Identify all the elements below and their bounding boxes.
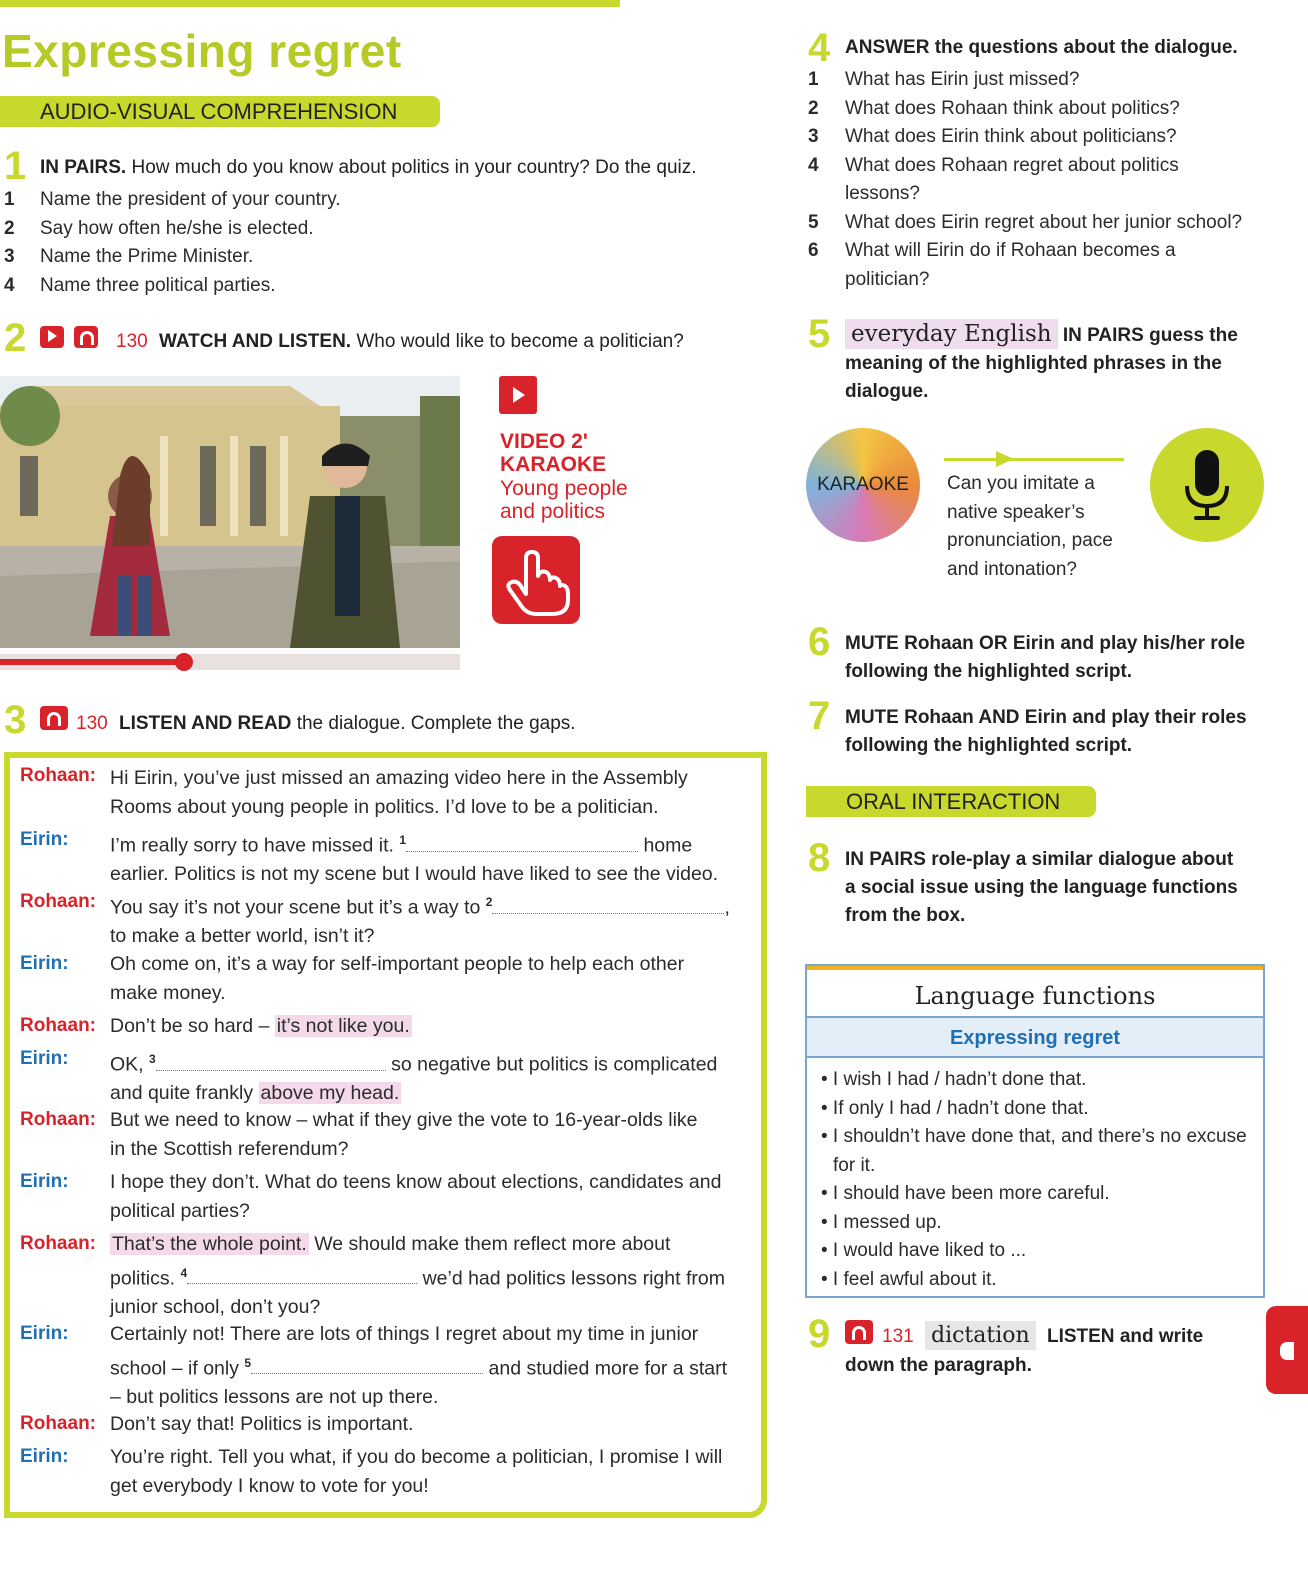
dialogue-line xyxy=(110,1168,750,1225)
list-number: 3 xyxy=(4,246,15,267)
dialogue-text: politics. $^4$ we’d had politics lessons right from xyxy=(110,1265,725,1289)
video-play-button[interactable] xyxy=(499,376,537,414)
page-title: Expressing regret xyxy=(2,25,402,77)
exercise-6-number: 6 xyxy=(808,620,831,664)
tap-button[interactable] xyxy=(492,536,580,624)
video-title-line-1: Young people xyxy=(500,477,628,500)
section-audio-visual: AUDIO-VISUAL COMPREHENSION xyxy=(0,96,440,127)
exercise-3-lead: LISTEN AND READ xyxy=(118,713,292,734)
dialogue-line xyxy=(110,1410,750,1439)
dialogue-text: Don’t be so hard – it’s not like you. xyxy=(110,1015,410,1037)
exercise-9-number: 9 xyxy=(808,1312,831,1356)
exercise-8-instruction: IN PAIRS role-play a similar dialogue about a social issue using the language functions from the box. xyxy=(845,849,1238,926)
exercise-2-number: 2 xyxy=(4,316,27,360)
exercise-3-number: 3 xyxy=(4,698,27,742)
audio-headphones-icon[interactable] xyxy=(845,1320,873,1349)
dialogue-text: I’m really sorry to have missed it. $^1$ home xyxy=(110,833,693,857)
dialogue-line xyxy=(110,826,750,889)
video-karaoke-label: KARAOKE xyxy=(500,453,607,476)
gap-number: 5 xyxy=(244,1355,252,1370)
speaker-rohaan: Rohaan: xyxy=(20,1015,96,1036)
exercise-1-lead: IN PAIRS. xyxy=(40,157,127,178)
exercise-4-instruction xyxy=(845,34,1285,62)
gap-blank-3[interactable] xyxy=(156,1053,386,1071)
exercise-9-instruction: 131 dictation LISTEN and write xyxy=(882,1323,1204,1348)
dialogue-text: and quite frankly above my head. xyxy=(110,1082,400,1104)
dialogue-text: earlier. Politics is not my scene but I would have liked to see the video. xyxy=(110,863,719,885)
exercise-1-number: 1 xyxy=(4,144,27,188)
play-icon xyxy=(513,387,525,403)
list-item: Say how often he/she is elected. xyxy=(40,217,314,239)
dictation-tag: dictation xyxy=(925,1321,1036,1350)
speaker-eirin: Eirin: xyxy=(20,953,69,974)
exercise-4-lead: ANSWER xyxy=(845,37,930,58)
dialogue-text: junior school, don’t you? xyxy=(110,1295,321,1318)
gap-blank-2[interactable] xyxy=(492,896,724,914)
speaker-rohaan: Rohaan: xyxy=(20,891,96,912)
highlighted-phrase: it’s not like you. xyxy=(276,1015,410,1037)
exercise-3-text: the dialogue. Complete the gaps. xyxy=(296,713,576,734)
top-accent-bar xyxy=(0,0,620,7)
list-item: Name the president of your country. xyxy=(40,189,341,210)
exercise-5-text: dialogue. xyxy=(845,381,929,402)
dialogue-text: That’s the whole point. We should make them reflect more about xyxy=(112,1233,671,1255)
tab-notch-icon xyxy=(1280,1342,1294,1360)
dialogue-text: – but politics lessons are not up there. xyxy=(110,1385,439,1408)
video-title-line-2: and politics xyxy=(500,500,606,523)
hand-pointer-icon xyxy=(492,536,580,624)
dialogue-text: Certainly not! There are lots of things I regret about my time in junior xyxy=(110,1323,699,1345)
gap-number: 2 xyxy=(485,895,493,909)
list-item: What does Eirin think about politicians? xyxy=(845,126,1177,147)
list-number: 4 xyxy=(4,274,15,296)
dialogue-text: Oh come on, it’s a way for self-important people to help each other xyxy=(110,953,685,975)
everyday-english-tag: everyday English xyxy=(845,319,1058,349)
section-oral-interaction: ORAL INTERACTION xyxy=(806,786,1096,817)
track-number: 130 xyxy=(76,713,108,734)
exercise-6-instruction: MUTE Rohaan OR Eirin and play his/her role following the highlighted script. xyxy=(845,633,1246,682)
track-number: 130 xyxy=(116,331,148,352)
dialogue-text: get everybody I know to vote for you! xyxy=(110,1474,429,1497)
microphone-button[interactable] xyxy=(1150,428,1264,542)
dialogue-text: school – if only $^5$ and studied more for a start xyxy=(110,1355,727,1379)
list-item-continued: lessons? xyxy=(845,183,920,204)
list-number: 5 xyxy=(808,211,819,233)
speaker-rohaan: Rohaan: xyxy=(20,1413,96,1434)
dialogue-text: make money. xyxy=(110,981,226,1004)
dialogue-line xyxy=(110,888,750,951)
video-progress-knob[interactable] xyxy=(175,653,193,671)
dialogue-line xyxy=(110,1320,750,1411)
karaoke-arrow-line xyxy=(944,458,1124,461)
language-functions-box xyxy=(805,964,1265,1298)
exercise-3-instruction xyxy=(76,710,776,738)
exercise-7-number: 7 xyxy=(808,694,831,738)
speaker-rohaan: Rohaan: xyxy=(20,1233,96,1254)
language-functions-list xyxy=(821,1066,1251,1294)
exercise-7-instruction: MUTE Rohaan AND Eirin and play their roles following the highlighted script. xyxy=(845,707,1247,756)
gap-blank-5[interactable] xyxy=(251,1356,483,1374)
list-number: 1 xyxy=(808,69,819,90)
speaker-rohaan: Rohaan: xyxy=(20,765,96,786)
exercise-9-text: down the paragraph. xyxy=(845,1355,1032,1376)
video-scene-illustration xyxy=(0,376,460,648)
video-progress-fill xyxy=(0,659,184,665)
karaoke-arrow-icon xyxy=(996,451,1014,467)
list-item: What has Eirin just missed? xyxy=(845,69,1080,90)
dialogue-line xyxy=(110,764,750,821)
list-item: • I would have liked to ... xyxy=(821,1240,1027,1261)
dialogue-text: Hi Eirin, you’ve just missed an amazing video here in the Assembly xyxy=(110,767,688,789)
language-functions-title: Language functions xyxy=(807,966,1263,1018)
exercise-1-list xyxy=(4,186,764,306)
dialogue-line xyxy=(110,950,750,1007)
speaker-eirin: Eirin: xyxy=(20,1171,69,1192)
list-item: What does Eirin regret about her junior school? xyxy=(845,211,1243,233)
list-item: Name the Prime Minister. xyxy=(40,246,254,267)
video-still[interactable] xyxy=(0,376,460,648)
list-number: 2 xyxy=(4,217,15,239)
dialogue-text: Don’t say that! Politics is important. xyxy=(110,1413,414,1435)
list-item: • I shouldn’t have done that, and there’s no excuse for it. xyxy=(821,1126,1247,1176)
list-item: • If only I had / hadn’t done that. xyxy=(821,1097,1089,1119)
exercise-5-lead: IN PAIRS xyxy=(1062,325,1144,346)
microphone-icon xyxy=(1150,428,1264,542)
list-item: What will Eirin do if Rohaan becomes a xyxy=(845,240,1176,261)
dialogue-line xyxy=(110,1012,750,1041)
exercise-4-list xyxy=(808,66,1278,296)
dialogue-line xyxy=(110,1443,750,1500)
dialogue-text: But we need to know – what if they give the vote to 16-year-olds like xyxy=(110,1109,698,1131)
dialogue-text: You’re right. Tell you what, if you do become a politician, I promise I will xyxy=(110,1446,723,1468)
audio-headphones-icon[interactable] xyxy=(74,326,98,353)
dialogue-text: I hope they don’t. What do teens know about elections, candidates and xyxy=(110,1171,722,1193)
exercise-2-text: Who would like to become a politician? xyxy=(356,331,684,352)
dialogue-line xyxy=(110,1045,750,1108)
audio-headphones-icon[interactable] xyxy=(40,706,68,735)
list-item: • I wish I had / hadn’t done that. xyxy=(821,1069,1087,1090)
dialogue-text: in the Scottish referendum? xyxy=(110,1137,349,1160)
list-item: • I feel awful about it. xyxy=(821,1268,997,1290)
karaoke-badge[interactable] xyxy=(806,428,920,542)
list-item: • I should have been more careful. xyxy=(821,1183,1110,1204)
dialogue-text: You say it’s not your scene but it’s a way to $^2$ , xyxy=(110,895,730,919)
list-item: What does Rohaan think about politics? xyxy=(845,97,1180,119)
exercise-5-number: 5 xyxy=(808,312,831,356)
track-number: 131 xyxy=(882,1326,914,1347)
speaker-eirin: Eirin: xyxy=(20,1323,69,1344)
gap-number: 3 xyxy=(149,1052,156,1066)
exercise-2-instruction xyxy=(116,328,776,356)
gap-number: 4 xyxy=(180,1265,188,1280)
language-functions-subtitle: Expressing regret xyxy=(807,1018,1263,1058)
exercise-1-instruction xyxy=(40,154,780,182)
gap-number: 1 xyxy=(399,833,407,847)
dialogue-text: Rooms about young people in politics. I’d love to be a politician. xyxy=(110,795,659,818)
speaker-eirin: Eirin: xyxy=(20,1048,69,1069)
dialogue-line xyxy=(110,1230,750,1321)
video-play-icon[interactable] xyxy=(40,326,64,353)
video-duration-label: VIDEO 2' xyxy=(500,430,588,453)
gap-blank-1[interactable] xyxy=(406,834,638,852)
list-number: 1 xyxy=(4,189,15,210)
list-number: 6 xyxy=(808,240,819,261)
dialogue-text: political parties? xyxy=(110,1199,250,1222)
list-item: Name three political parties. xyxy=(40,274,276,296)
list-number: 2 xyxy=(808,97,819,119)
speaker-eirin: Eirin: xyxy=(20,1446,69,1467)
exercise-4-number: 4 xyxy=(808,26,831,70)
karaoke-label: KARAOKE xyxy=(817,474,909,495)
highlighted-phrase: That’s the whole point. xyxy=(112,1233,307,1255)
speaker-eirin: Eirin: xyxy=(20,829,69,850)
exercise-5-instruction: everyday English IN PAIRS guess the meaning of the highlighted phrases in the dialogue. xyxy=(845,320,1285,406)
dialogue-text: OK, $^3$ so negative but politics is complicated xyxy=(110,1052,718,1076)
exercise-8-number: 8 xyxy=(808,836,831,880)
page-side-tab[interactable] xyxy=(1266,1306,1308,1394)
list-number: 3 xyxy=(808,126,819,147)
karaoke-question: Can you imitate a native speaker’s pronunciation, pace and intonation? xyxy=(947,473,1113,580)
gap-blank-4[interactable] xyxy=(187,1266,417,1284)
exercise-1-text: How much do you know about politics in your country? Do the quiz. xyxy=(131,157,697,178)
list-item: • I messed up. xyxy=(821,1211,942,1233)
dialogue-line xyxy=(110,1106,750,1163)
exercise-4-text: the questions about the dialogue. xyxy=(934,37,1238,58)
exercise-5-text: meaning of the highlighted phrases in the xyxy=(845,353,1222,374)
speaker-rohaan: Rohaan: xyxy=(20,1109,96,1130)
dialogue-text: to make a better world, isn’t it? xyxy=(110,925,375,947)
list-item: What does Rohaan regret about politics xyxy=(845,154,1179,176)
list-item-continued: politician? xyxy=(845,268,930,290)
highlighted-phrase: above my head. xyxy=(260,1082,400,1104)
exercise-2-lead: WATCH AND LISTEN. xyxy=(158,331,352,352)
video-progress-track[interactable] xyxy=(0,654,460,670)
list-number: 4 xyxy=(808,154,819,176)
